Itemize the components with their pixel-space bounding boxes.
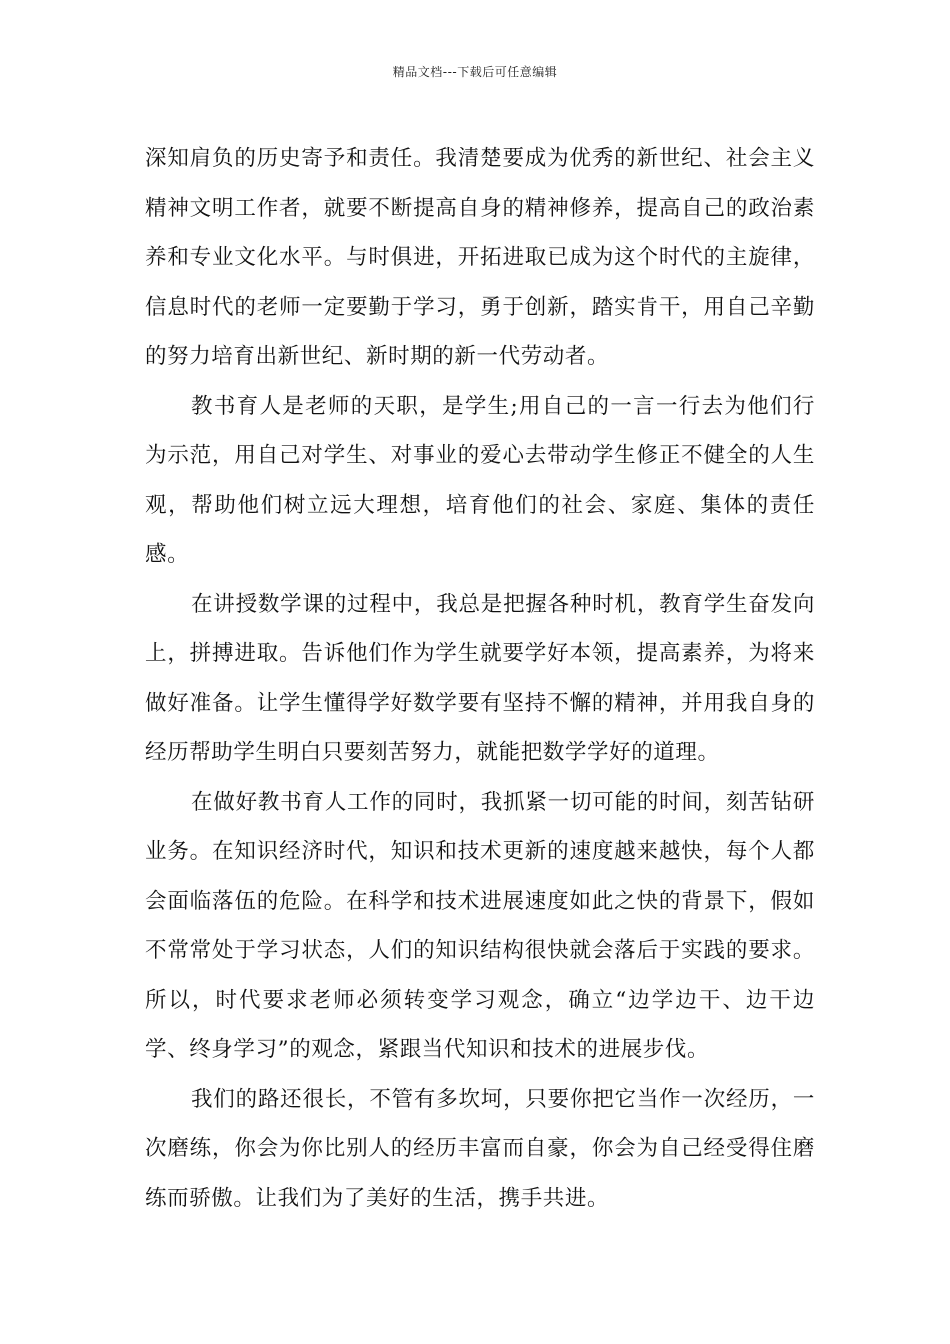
document-body bbox=[145, 134, 815, 1223]
paragraph-3: 在讲授数学课的过程中，我总是把握各种时机，教育学生奋发向上，拼搏进取。告诉他们作为学生就要学好本领，提高素养，为将来做好准备。让学生懂得学好数学要有坚持不懈的精神，并用我自身的经历帮助学生明白只要刻苦努力，就能把数学学好的道理。 bbox=[145, 591, 815, 765]
paragraph-2: 教书育人是老师的天职，是学生;用自己的一言一行去为他们行为示范，用自己对学生、对事业的爱心去带动学生修正不健全的人生观，帮助他们树立远大理想，培育他们的社会、家庭、集体的责任感。 bbox=[145, 393, 815, 567]
paragraph-1: 深知肩负的历史寄予和责任。我清楚要成为优秀的新世纪、社会主义精神文明工作者，就要不断提高自身的精神修养，提高自己的政治素养和专业文化水平。与时俱进，开拓进取已成为这个时代的主旋律，信息时代的老师一定要勤于学习，勇于创新，踏实肯干，用自己辛勤的努力培育出新世纪、新时期的新一代劳动者。 bbox=[145, 146, 815, 369]
page-header: 精品文档---下载后可任意编辑 bbox=[392, 65, 558, 79]
paragraph-4: 在做好教书育人工作的同时，我抓紧一切可能的时间，刻苦钻研业务。在知识经济时代，知识和技术更新的速度越来越快，每个人都会面临落伍的危险。在科学和技术进展速度如此之快的背景下，假如不常常处于学习状态，人们的知识结构很快就会落后于实践的要求。所以，时代要求老师必须转变学习观念，确立“边学边干、边干边学、终身学习”的观念，紧跟当代知识和技术的进展步伐。 bbox=[145, 789, 815, 1062]
paragraph-5: 我们的路还很长，不管有多坎坷，只要你把它当作一次经历，一次磨练，你会为你比别人的经历丰富而自豪，你会为自己经受得住磨练而骄傲。让我们为了美好的生活，携手共进。 bbox=[145, 1086, 815, 1211]
